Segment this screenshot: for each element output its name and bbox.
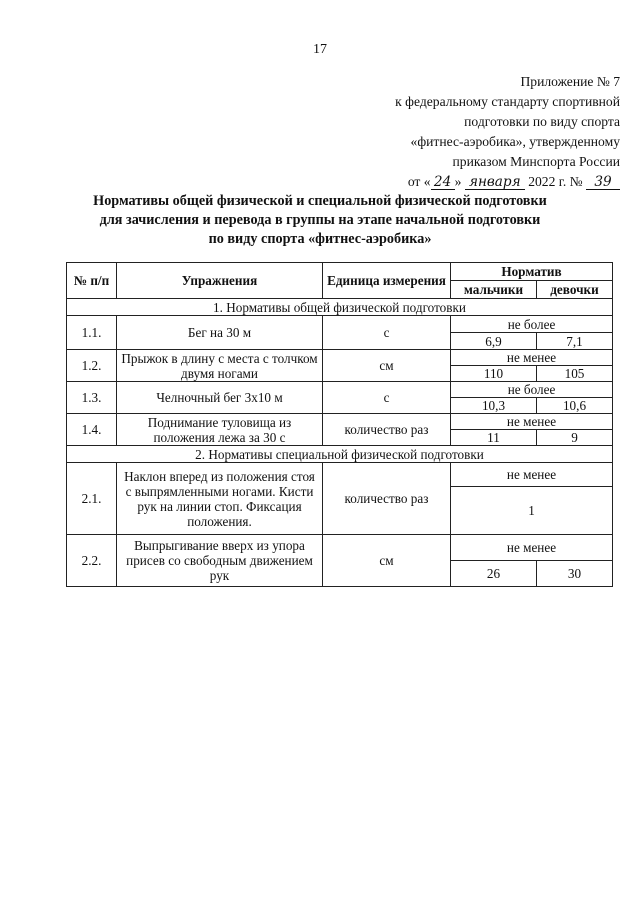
row-exercise: Выпрыгивание вверх из упора присев со свободным движением рук	[117, 535, 323, 587]
row-condition: не более	[451, 316, 613, 333]
table-row	[67, 350, 613, 366]
section-title: 1. Нормативы общей физической подготовки	[67, 299, 613, 316]
header-unit: Единица измерения	[323, 263, 451, 299]
header-girls: девочки	[537, 281, 613, 299]
page-number: 17	[313, 42, 327, 57]
row-both-value: 1	[451, 487, 613, 535]
table-row	[67, 535, 613, 561]
row-num: 2.2.	[67, 535, 117, 587]
row-num: 1.3.	[67, 382, 117, 414]
date-prefix: от «	[407, 174, 431, 189]
row-girls-value: 105	[537, 366, 613, 382]
section-row	[67, 446, 613, 463]
row-exercise: Челночный бег 3х10 м	[117, 382, 323, 414]
row-condition: не менее	[451, 535, 613, 561]
title-line: Нормативы общей физической и специальной физической подготовки	[93, 193, 547, 209]
table-row	[67, 463, 613, 487]
row-girls-value: 10,6	[537, 398, 613, 414]
header-num: № п/п	[67, 263, 117, 299]
title-line: для зачисления и перевода в группы на этапе начальной подготовки	[99, 212, 541, 228]
row-unit: с	[323, 316, 451, 350]
row-girls-value: 30	[537, 561, 613, 587]
row-condition: не более	[451, 382, 613, 398]
title-line: по виду спорта «фитнес-аэробика»	[208, 231, 432, 247]
header-exercise: Упражнения	[117, 263, 323, 299]
row-boys-value: 10,3	[451, 398, 537, 414]
order-date-line	[300, 172, 620, 192]
handwritten-month: января	[465, 175, 525, 190]
row-exercise: Поднимание туловища из положения лежа за 30 с	[117, 414, 323, 446]
date-mid: »	[454, 174, 462, 189]
row-girls-value: 9	[537, 430, 613, 446]
year-text: 2022 г. №	[528, 174, 583, 189]
row-unit: см	[323, 535, 451, 587]
appendix-line: «фитнес-аэробика», утвержденному	[410, 134, 620, 149]
row-unit: см	[323, 350, 451, 382]
row-girls-value: 7,1	[537, 333, 613, 350]
table-row	[67, 414, 613, 430]
row-boys-value: 110	[451, 366, 537, 382]
document-title	[40, 192, 600, 249]
row-unit: с	[323, 382, 451, 414]
row-num: 1.4.	[67, 414, 117, 446]
row-condition: не менее	[451, 414, 613, 430]
row-boys-value: 6,9	[451, 333, 537, 350]
appendix-block	[300, 72, 620, 192]
appendix-line: приказом Минспорта России	[452, 154, 620, 169]
row-unit: количество раз	[323, 463, 451, 535]
row-num: 1.1.	[67, 316, 117, 350]
row-boys-value: 26	[451, 561, 537, 587]
header-row	[67, 263, 613, 281]
row-num: 1.2.	[67, 350, 117, 382]
row-exercise: Прыжок в длину с места с толчком двумя ногами	[117, 350, 323, 382]
header-norm: Норматив	[451, 263, 613, 281]
row-num: 2.1.	[67, 463, 117, 535]
appendix-line: подготовки по виду спорта	[464, 114, 620, 129]
norms-table	[66, 262, 613, 587]
section-row	[67, 299, 613, 316]
row-unit: количество раз	[323, 414, 451, 446]
row-boys-value: 11	[451, 430, 537, 446]
table-row	[67, 382, 613, 398]
row-exercise: Наклон вперед из положения стоя с выпрямленными ногами. Кисти рук на линии стоп. Фиксация положения.	[117, 463, 323, 535]
header-boys: мальчики	[451, 281, 537, 299]
handwritten-day: 24	[431, 175, 455, 190]
row-condition: не менее	[451, 463, 613, 487]
section-title: 2. Нормативы специальной физической подготовки	[67, 446, 613, 463]
handwritten-order-number: 39	[586, 175, 620, 190]
row-condition: не менее	[451, 350, 613, 366]
appendix-line: к федеральному стандарту спортивной	[395, 94, 620, 109]
appendix-line: Приложение № 7	[520, 74, 620, 89]
table-row	[67, 316, 613, 333]
row-exercise: Бег на 30 м	[117, 316, 323, 350]
